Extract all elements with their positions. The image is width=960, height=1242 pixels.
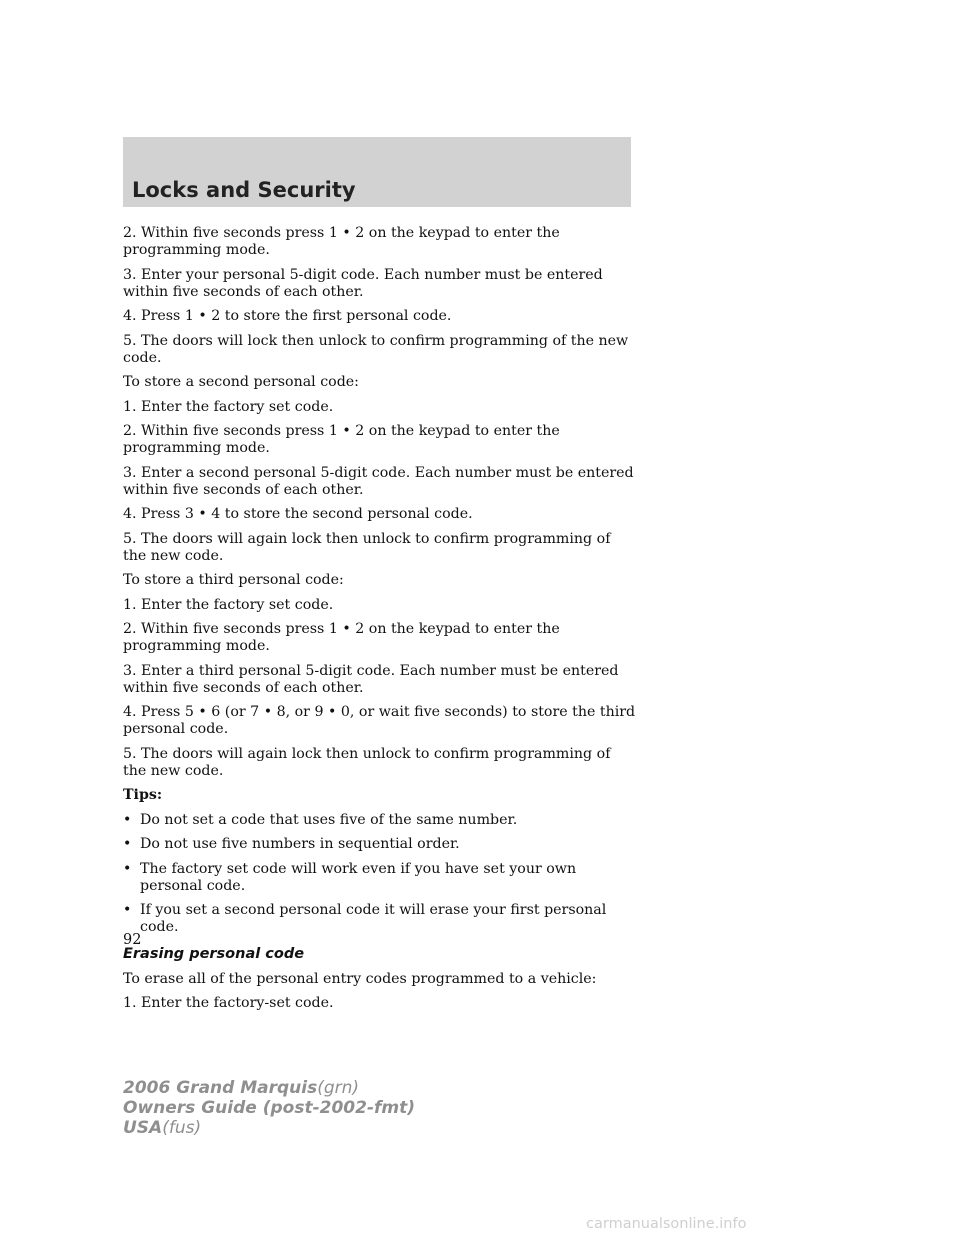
- paragraph: 2. Within five seconds press 1 • 2 on the keypad to enter the programming mode.: [123, 423, 560, 456]
- tip-item: [123, 812, 638, 829]
- bullet-icon: •: [123, 811, 132, 828]
- tip-item: [123, 861, 638, 895]
- tips-label: Tips:: [123, 787, 163, 803]
- footer-model: 2006 Grand Marquis: [123, 1078, 318, 1098]
- paragraph: 4. Press 3 • 4 to store the second personal code.: [123, 506, 473, 522]
- footer-model-code: (grn): [317, 1078, 360, 1098]
- tip-item: [123, 836, 638, 853]
- paragraph: To store a third personal code:: [123, 572, 344, 588]
- footer-region-code: (fus): [162, 1118, 202, 1138]
- paragraph: To erase all of the personal entry codes programmed to a vehicle:: [123, 970, 597, 987]
- paragraph: 5. The doors will lock then unlock to confirm programming of the new code.: [123, 332, 629, 366]
- paragraph: 4. Press 5 • 6 (or 7 • 8, or 9 • 0, or wait five seconds) to store the third personal code.: [123, 704, 636, 737]
- paragraph: 5. The doors will again lock then unlock to confirm programming of the new code.: [123, 530, 611, 564]
- tip-text: The factory set code will work even if you have set your own personal code.: [140, 860, 577, 894]
- bullet-icon: •: [123, 860, 132, 877]
- document-footer: [123, 1078, 415, 1138]
- paragraph: To store a second personal code:: [123, 374, 359, 390]
- subheading: Erasing personal code: [123, 946, 305, 962]
- tip-item: [123, 902, 638, 936]
- paragraph: 1. Enter the factory-set code.: [123, 995, 334, 1011]
- bullet-icon: •: [123, 902, 132, 918]
- tip-text: Do not set a code that uses five of the same number.: [140, 811, 518, 828]
- section-title: Locks and Security: [132, 178, 356, 202]
- footer-region: USA: [123, 1118, 163, 1138]
- paragraph: 1. Enter the factory set code.: [123, 596, 334, 613]
- tip-text: Do not use five numbers in sequential order.: [140, 836, 460, 852]
- paragraph: 3. Enter your personal 5-digit code. Each number must be entered within five seconds of each other.: [123, 266, 603, 300]
- page-number: 92: [123, 932, 142, 948]
- bullet-icon: •: [123, 836, 132, 852]
- paragraph: 2. Within five seconds press 1 • 2 on the keypad to enter the programming mode.: [123, 225, 560, 258]
- paragraph: 2. Within five seconds press 1 • 2 on the keypad to enter the programming mode.: [123, 621, 560, 654]
- watermark: carmanualsonline.info: [586, 1216, 747, 1232]
- footer-guide: Owners Guide (post-2002-fmt): [123, 1098, 416, 1118]
- tip-text: If you set a second personal code it will erase your first personal code.: [140, 902, 607, 935]
- paragraph: 1. Enter the factory set code.: [123, 398, 334, 415]
- paragraph: 4. Press 1 • 2 to store the first personal code.: [123, 308, 452, 324]
- paragraph: 3. Enter a third personal 5-digit code. Each number must be entered within five seconds of each other.: [123, 662, 619, 696]
- paragraph: 5. The doors will again lock then unlock to confirm programming of the new code.: [123, 745, 611, 779]
- paragraph: 3. Enter a second personal 5-digit code. Each number must be entered within five seconds of each other.: [123, 464, 634, 498]
- page-content: [123, 225, 638, 1020]
